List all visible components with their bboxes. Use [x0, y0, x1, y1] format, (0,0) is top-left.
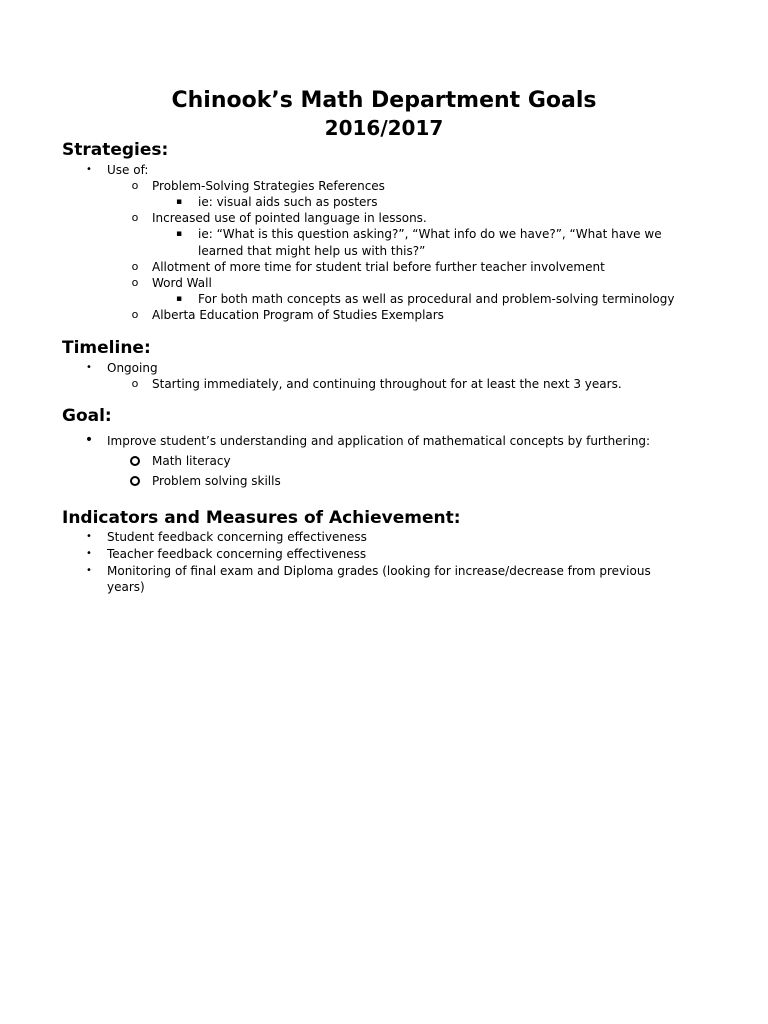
list-item: o Alberta Education Program of Studies Exemplars: [62, 307, 742, 323]
bullet-marker: •: [84, 432, 94, 448]
list-item: ▪ For both math concepts as well as procedural and problem-solving terminology: [62, 291, 742, 307]
document-title: Chinook’s Math Department Goals: [171, 88, 597, 113]
strategies-section: [62, 140, 742, 323]
indicators-heading: Indicators and Measures of Achievement:: [62, 508, 461, 528]
circle-marker: o: [131, 179, 139, 192]
bullet-marker: •: [86, 164, 92, 175]
list-item: o Starting immediately, and continuing throughout for at least the next 3 years.: [62, 376, 742, 392]
list-item: o Increased use of pointed language in lessons.: [62, 210, 742, 226]
list-item: • Use of:: [62, 162, 742, 178]
list-item: • Improve student’s understanding and application of mathematical concepts by furthering:: [62, 433, 742, 453]
timeline-section: [62, 338, 742, 392]
list-item: • Ongoing: [62, 360, 742, 376]
list-item: o Word Wall: [62, 275, 742, 291]
list-item: • Teacher feedback concerning effectiveness: [62, 546, 742, 563]
bullet-marker: •: [86, 362, 92, 373]
circle-marker: [128, 473, 142, 491]
bullet-marker: •: [86, 548, 92, 559]
circle-marker: o: [131, 260, 139, 273]
list-item: ▪ ie: visual aids such as posters: [62, 194, 742, 210]
list-item: Math literacy: [62, 453, 742, 473]
circle-marker: o: [131, 377, 139, 390]
document-year: 2016/2017: [324, 116, 444, 140]
square-marker: ▪: [175, 294, 183, 304]
list-item: o Allotment of more time for student trial before further teacher involvement: [62, 259, 742, 275]
list-item: ▪ ie: “What is this question asking?”, “What info do we have?”, “What have we learned that might help us with this?”: [62, 226, 742, 259]
list-item: • Monitoring of final exam and Diploma grades (looking for increase/decrease from previous years): [62, 563, 742, 596]
indicators-section: [62, 508, 742, 596]
timeline-heading: Timeline:: [62, 338, 151, 358]
list-item: o Problem-Solving Strategies References: [62, 178, 742, 194]
list-item: Problem solving skills: [62, 473, 742, 493]
circle-marker: o: [131, 211, 139, 224]
square-marker: ▪: [175, 197, 183, 207]
goal-section: [62, 406, 742, 493]
circle-marker: [128, 453, 142, 471]
goal-heading: Goal:: [62, 406, 112, 426]
bullet-marker: •: [86, 565, 92, 576]
strategies-heading: Strategies:: [62, 140, 169, 160]
circle-marker: o: [131, 308, 139, 321]
circle-marker: o: [131, 276, 139, 289]
bullet-marker: •: [86, 531, 92, 542]
list-item: • Student feedback concerning effectiveness: [62, 529, 742, 546]
square-marker: ▪: [175, 229, 183, 239]
